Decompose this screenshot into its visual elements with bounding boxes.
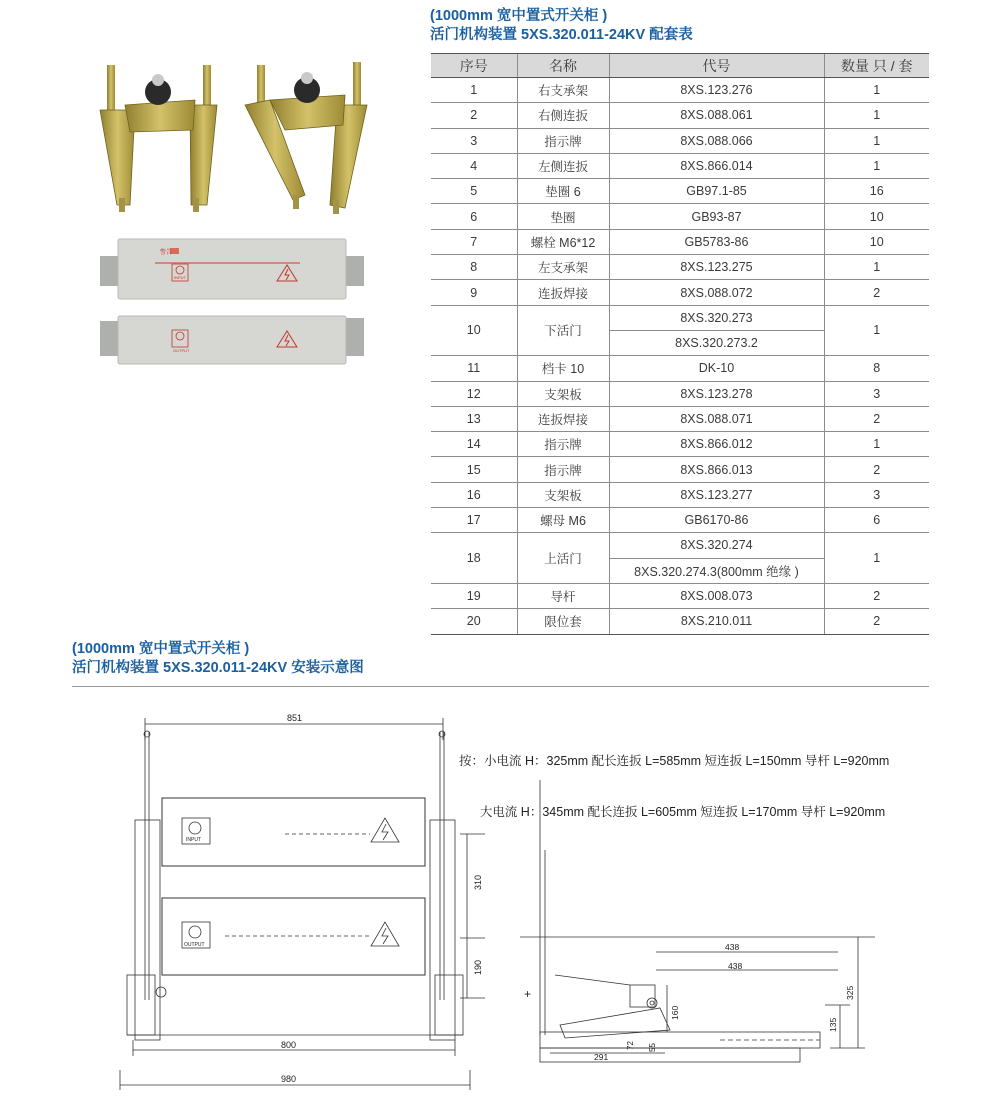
side-view-drawing — [520, 770, 880, 1070]
cell-code: GB5783-86 — [609, 229, 824, 254]
table-row — [431, 153, 929, 178]
cell-code: 8XS.320.273 — [609, 305, 824, 330]
cell-code: 8XS.088.072 — [609, 280, 824, 305]
cell-no: 12 — [431, 381, 517, 406]
cell-no: 17 — [431, 508, 517, 533]
table-row — [431, 583, 929, 608]
table-row — [431, 103, 929, 128]
cell-code: 8XS.088.066 — [609, 128, 824, 153]
cell-code: 8XS.088.061 — [609, 103, 824, 128]
cell-qty: 1 — [824, 255, 929, 280]
table-row — [431, 255, 929, 280]
cell-name: 垫圈 6 — [517, 179, 609, 204]
table-row — [431, 356, 929, 381]
cell-name: 左侧连扳 — [517, 153, 609, 178]
cell-code: 8XS.866.013 — [609, 457, 824, 482]
cell-name: 指示牌 — [517, 457, 609, 482]
cell-no: 16 — [431, 482, 517, 507]
table-row — [431, 78, 929, 103]
cell-no: 4 — [431, 153, 517, 178]
cell-qty: 1 — [824, 533, 929, 584]
table-row — [431, 432, 929, 457]
cell-code: 8XS.123.278 — [609, 381, 824, 406]
cell-code: 8XS.088.071 — [609, 406, 824, 431]
lower-plate-photo — [100, 316, 364, 364]
cell-no: 3 — [431, 128, 517, 153]
table-title-line2: 活门机构装置 5XS.320.011-24KV 配套表 — [430, 27, 693, 43]
cell-no: 15 — [431, 457, 517, 482]
cell-code: 8XS.866.012 — [609, 432, 824, 457]
cell-qty: 2 — [824, 457, 929, 482]
cell-qty: 1 — [824, 432, 929, 457]
cell-code: 8XS.320.274 — [609, 533, 824, 558]
cell-no: 2 — [431, 103, 517, 128]
cell-code: GB6170-86 — [609, 508, 824, 533]
dim-135: 135 — [828, 1017, 838, 1032]
cell-name: 指示牌 — [517, 128, 609, 153]
cell-no: 1 — [431, 78, 517, 103]
parts-table-body — [431, 78, 929, 635]
table-row — [431, 482, 929, 507]
cell-name: 支架板 — [517, 381, 609, 406]
cell-qty: 2 — [824, 406, 929, 431]
front-view-drawing — [115, 710, 495, 1095]
col-header-name: 名称 — [517, 54, 609, 78]
cell-qty: 1 — [824, 103, 929, 128]
cell-qty: 1 — [824, 305, 929, 356]
table-row — [431, 508, 929, 533]
cell-qty: 3 — [824, 381, 929, 406]
dim-438-a: 438 — [725, 942, 740, 952]
install-title-line1: (1000mm 宽中置式开关柜 ) — [72, 641, 250, 657]
cell-qty: 16 — [824, 179, 929, 204]
cell-no: 7 — [431, 229, 517, 254]
table-row — [431, 179, 929, 204]
cell-qty: 2 — [824, 583, 929, 608]
plus-mark: + — [524, 987, 532, 1001]
col-header-no: 序号 — [431, 54, 517, 78]
cell-code: 8XS.866.014 — [609, 153, 824, 178]
cell-qty: 10 — [824, 204, 929, 229]
cell-qty: 2 — [824, 280, 929, 305]
cell-name: 支架板 — [517, 482, 609, 507]
cell-name: 导杆 — [517, 583, 609, 608]
notes-line2: 大电流 H：345mm 配长连扳 L=605mm 短连扳 L=170mm 导杆 L=920mm — [459, 805, 886, 819]
cell-no: 18 — [431, 533, 517, 584]
lower-plate-label: OUTPUT — [173, 348, 190, 353]
plate-warning-caption: 警告 — [160, 250, 173, 256]
cell-name: 垫圈 — [517, 204, 609, 229]
cell-code: 8XS.210.011 — [609, 609, 824, 634]
col-header-code: 代号 — [609, 54, 824, 78]
cell-code: 8XS.320.273.2 — [609, 330, 824, 355]
cell-no: 11 — [431, 356, 517, 381]
cell-no: 5 — [431, 179, 517, 204]
cell-code: GB93-87 — [609, 204, 824, 229]
cell-name: 档卡 10 — [517, 356, 609, 381]
cell-qty: 1 — [824, 78, 929, 103]
cell-code: 8XS.008.073 — [609, 583, 824, 608]
cell-qty: 10 — [824, 229, 929, 254]
cell-qty: 8 — [824, 356, 929, 381]
install-title-line2: 活门机构装置 5XS.320.011-24KV 安装示意图 — [72, 660, 364, 676]
table-title — [430, 7, 693, 45]
mechanism-photo — [95, 50, 375, 220]
dim-851: 851 — [287, 713, 303, 723]
cell-code: DK-10 — [609, 356, 824, 381]
table-title-line1: (1000mm 宽中置式开关柜 ) — [430, 8, 608, 24]
table-row — [431, 609, 929, 634]
table-row — [431, 305, 929, 330]
cell-code: 8XS.123.276 — [609, 78, 824, 103]
dim-160: 160 — [670, 1005, 680, 1020]
cell-code: 8XS.123.277 — [609, 482, 824, 507]
cell-no: 9 — [431, 280, 517, 305]
front-upper-label: INPUT — [186, 837, 201, 843]
cell-qty: 2 — [824, 609, 929, 634]
cell-name: 连扳焊接 — [517, 406, 609, 431]
table-row — [431, 280, 929, 305]
cell-no: 13 — [431, 406, 517, 431]
cell-name: 右侧连扳 — [517, 103, 609, 128]
table-row — [431, 128, 929, 153]
cell-name: 右支承架 — [517, 78, 609, 103]
dim-72: 72 — [626, 1041, 635, 1050]
dim-310: 310 — [473, 874, 483, 890]
install-title — [72, 640, 364, 678]
cell-qty: 1 — [824, 128, 929, 153]
cell-no: 8 — [431, 255, 517, 280]
front-lower-label: OUTPUT — [184, 942, 205, 948]
table-row — [431, 533, 929, 558]
table-row — [431, 204, 929, 229]
cell-name: 限位套 — [517, 609, 609, 634]
right-support-photo — [245, 62, 367, 214]
cell-name: 螺栓 M6*12 — [517, 229, 609, 254]
cell-no: 20 — [431, 609, 517, 634]
table-row — [431, 406, 929, 431]
table-row — [431, 229, 929, 254]
dim-800: 800 — [281, 1040, 297, 1050]
upper-plate-photo — [100, 239, 364, 299]
dim-980: 980 — [281, 1074, 297, 1084]
cell-code: GB97.1-85 — [609, 179, 824, 204]
table-header-row — [431, 54, 929, 78]
cell-name: 连扳焊接 — [517, 280, 609, 305]
dim-190: 190 — [473, 959, 483, 975]
cell-name: 螺母 M6 — [517, 508, 609, 533]
cell-no: 10 — [431, 305, 517, 356]
left-support-photo — [100, 65, 217, 212]
cell-no: 6 — [431, 204, 517, 229]
cell-no: 19 — [431, 583, 517, 608]
cell-qty: 6 — [824, 508, 929, 533]
upper-plate-label: INPUT — [174, 275, 186, 280]
cell-name: 指示牌 — [517, 432, 609, 457]
cell-name: 左支承架 — [517, 255, 609, 280]
dim-325: 325 — [845, 985, 855, 1000]
cell-qty: 3 — [824, 482, 929, 507]
notes-line1: 按：小电流 H：325mm 配长连扳 L=585mm 短连扳 L=150mm 导杆 L=920mm — [459, 754, 890, 768]
cell-code: 8XS.123.275 — [609, 255, 824, 280]
parts-table — [431, 53, 929, 635]
cell-no: 14 — [431, 432, 517, 457]
dim-438-b: 438 — [728, 961, 743, 971]
dim-55: 55 — [648, 1043, 657, 1052]
dim-291: 291 — [594, 1052, 609, 1062]
col-header-qty: 数量 只 / 套 — [824, 54, 929, 78]
shutter-plates-photo — [100, 236, 365, 366]
cell-name: 上活门 — [517, 533, 609, 584]
cell-qty: 1 — [824, 153, 929, 178]
cell-code: 8XS.320.274.3(800mm 绝缘 ) — [609, 558, 824, 583]
section-divider — [72, 686, 929, 687]
table-row — [431, 381, 929, 406]
table-row — [431, 457, 929, 482]
cell-name: 下活门 — [517, 305, 609, 356]
